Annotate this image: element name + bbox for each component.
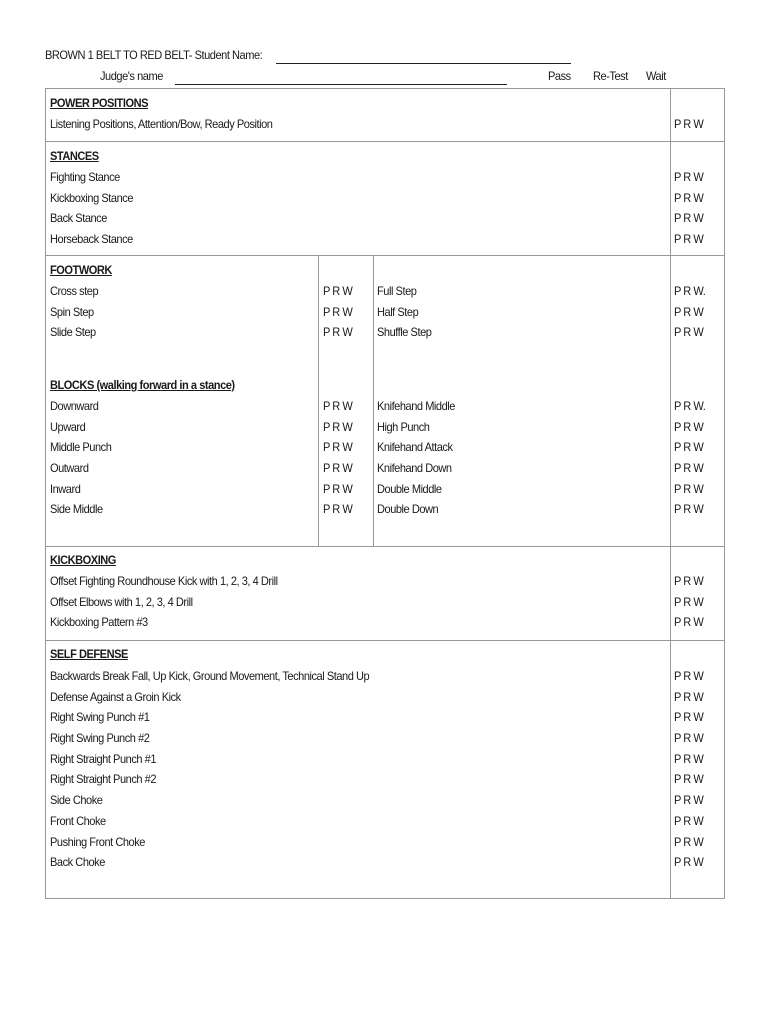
judge-name-line <box>100 69 168 83</box>
score-options[interactable]: P R W <box>674 615 704 630</box>
score-column-divider <box>670 89 671 898</box>
self-defense-heading: SELF DEFENSE <box>50 647 128 661</box>
score-options[interactable]: P R W <box>674 669 704 683</box>
score-options[interactable]: P R W <box>674 325 704 340</box>
score-options[interactable]: P R W <box>323 284 353 298</box>
list-item: Knifehand Middle <box>377 399 455 413</box>
student-name-field[interactable] <box>276 52 571 64</box>
mid-divider-right <box>373 255 374 546</box>
power-positions-items <box>50 114 272 135</box>
list-item: Knifehand Down <box>377 461 452 476</box>
list-item: Side Middle <box>50 502 103 517</box>
list-item: Horseback Stance <box>50 232 133 247</box>
list-item: Knifehand Attack <box>377 440 453 455</box>
score-options[interactable]: P R W <box>674 855 704 870</box>
score-options[interactable]: P R W <box>323 440 353 455</box>
score-options[interactable]: P R W <box>674 304 704 319</box>
list-item: Offset Fighting Roundhouse Kick with 1, 2, 3, 4 Drill <box>50 574 278 588</box>
score-options[interactable]: P R W <box>323 502 353 517</box>
list-item: Defense Against a Groin Kick <box>50 689 181 704</box>
list-item: Right Straight Punch #2 <box>50 772 157 787</box>
list-item: Half Step <box>377 304 419 319</box>
score-options[interactable]: P R W <box>674 751 704 766</box>
score-options[interactable]: P R W <box>674 834 704 849</box>
score-options[interactable]: P R W. <box>674 284 706 298</box>
footwork-right-items <box>377 281 431 343</box>
list-item: Right Straight Punch #1 <box>50 751 157 766</box>
score-options[interactable]: P R W <box>674 419 704 434</box>
score-options[interactable]: P R W <box>674 502 704 517</box>
score-options[interactable]: P R W <box>323 461 353 476</box>
score-options[interactable]: P R W <box>674 170 704 184</box>
list-item: Kickboxing Pattern #3 <box>50 615 148 630</box>
score-options[interactable]: P R W <box>323 399 353 413</box>
footwork-heading: FOOTWORK <box>50 263 112 277</box>
kickboxing-items <box>50 571 278 633</box>
list-item: Front Choke <box>50 813 106 828</box>
score-options[interactable]: P R W <box>674 594 704 609</box>
list-item: Upward <box>50 419 86 434</box>
blocks-right-scores <box>674 396 705 520</box>
score-options[interactable]: P R W <box>674 710 704 725</box>
stances-heading: STANCES <box>50 149 99 163</box>
list-item: Slide Step <box>50 325 96 340</box>
wait-column-label: Wait <box>646 69 666 83</box>
score-options[interactable]: P R W <box>674 117 704 131</box>
score-options[interactable]: P R W <box>674 574 704 588</box>
blocks-left-scores <box>323 396 352 520</box>
pass-column-label: Pass <box>548 69 571 83</box>
judge-name-label: Judge's name <box>100 69 163 83</box>
list-item: Side Choke <box>50 793 103 808</box>
footwork-left-scores <box>323 281 352 343</box>
blocks-right-items <box>377 396 455 520</box>
list-item: High Punch <box>377 419 430 434</box>
list-item: Double Middle <box>377 481 442 496</box>
list-item: Listening Positions, Attention/Bow, Ready Position <box>50 117 273 131</box>
list-item: Back Stance <box>50 211 107 226</box>
divider-self-defense <box>46 640 724 641</box>
list-item: Full Step <box>377 284 417 298</box>
list-item: Backwards Break Fall, Up Kick, Ground Movement, Technical Stand Up <box>50 669 370 683</box>
student-name-line <box>45 48 281 62</box>
score-options[interactable]: P R W <box>674 731 704 746</box>
stances-scores <box>674 167 703 250</box>
student-name-label: BROWN 1 BELT TO RED BELT- Student Name: <box>45 48 263 62</box>
kickboxing-heading: KICKBOXING <box>50 553 116 567</box>
power-positions-scores <box>674 114 703 135</box>
score-options[interactable]: P R W. <box>674 399 706 413</box>
list-item: Middle Punch <box>50 440 112 455</box>
list-item: Outward <box>50 461 89 476</box>
score-options[interactable]: P R W <box>674 793 704 808</box>
blocks-left-items <box>50 396 111 520</box>
list-item: Pushing Front Choke <box>50 834 145 849</box>
score-options[interactable]: P R W <box>674 232 704 247</box>
power-positions-heading: POWER POSITIONS <box>50 96 148 110</box>
divider-footwork <box>46 255 724 256</box>
footwork-left-items <box>50 281 98 343</box>
self-defense-items <box>50 666 369 873</box>
list-item: Inward <box>50 481 81 496</box>
score-options[interactable]: P R W <box>323 419 353 434</box>
footwork-right-scores <box>674 281 705 343</box>
mid-divider-left <box>318 255 319 546</box>
list-item: Shuffle Step <box>377 325 432 340</box>
score-options[interactable]: P R W <box>323 304 353 319</box>
list-item: Spin Step <box>50 304 94 319</box>
divider-kickboxing <box>46 546 724 547</box>
score-options[interactable]: P R W <box>674 689 704 704</box>
list-item: Fighting Stance <box>50 170 120 184</box>
score-options[interactable]: P R W <box>674 772 704 787</box>
judge-name-field[interactable] <box>175 73 507 85</box>
kickboxing-scores <box>674 571 703 633</box>
score-options[interactable]: P R W <box>674 440 704 455</box>
list-item: Double Down <box>377 502 439 517</box>
blocks-heading: BLOCKS (walking forward in a stance) <box>50 378 235 392</box>
score-options[interactable]: P R W <box>323 325 353 340</box>
divider-stances <box>46 141 724 142</box>
list-item: Kickboxing Stance <box>50 190 134 205</box>
score-options[interactable]: P R W <box>323 481 353 496</box>
score-options[interactable]: P R W <box>674 211 704 226</box>
score-options[interactable]: P R W <box>674 461 704 476</box>
score-options[interactable]: P R W <box>674 481 704 496</box>
list-item: Right Swing Punch #2 <box>50 731 150 746</box>
list-item: Right Swing Punch #1 <box>50 710 150 725</box>
list-item: Offset Elbows with 1, 2, 3, 4 Drill <box>50 594 193 609</box>
list-item: Cross step <box>50 284 99 298</box>
list-item: Downward <box>50 399 99 413</box>
retest-column-label: Re-Test <box>593 69 628 83</box>
score-options[interactable]: P R W <box>674 813 704 828</box>
stances-items <box>50 167 133 250</box>
self-defense-scores <box>674 666 703 873</box>
score-options[interactable]: P R W <box>674 190 704 205</box>
list-item: Back Choke <box>50 855 105 870</box>
